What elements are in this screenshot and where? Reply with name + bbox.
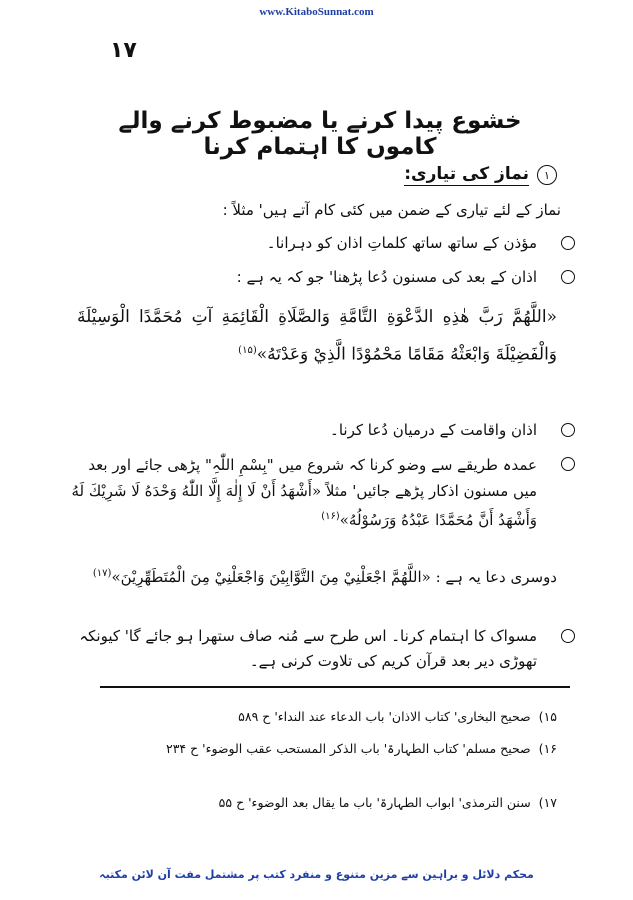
footer-tagline: محکم دلائل و براہین سے مزین متنوع و منفرد کتب پر مشتمل مفت آن لائن مکتبہ [99, 868, 534, 881]
arabic-dua-adhan [77, 300, 557, 372]
section-title: نماز کی تیاری: [404, 164, 529, 184]
footnote [87, 792, 557, 814]
second-dua-text: «اللَّهُمَّ اجْعَلْنِيْ مِنَ التَّوَّابِيْنَ وَاجْعَلْنِيْ مِنَ الْمُتَطَهِّرِيْنَ» [111, 568, 431, 586]
list-item-text: عمدہ طریقے سے وضو کرنا کہ شروع میں "بِسْمِ اللّٰہِ" پڑھی جائے اور بعد میں مسنون اذکار پڑھے جائیں' مثلاً [88, 456, 537, 500]
footnote-ref: (۱۶) [321, 511, 340, 522]
list-item-text: مؤذن کے ساتھ ساتھ کلماتِ اذان کو دہرانا۔ [266, 234, 537, 252]
footnote-number: ۱۵) [538, 709, 557, 724]
site-url[interactable]: www.KitaboSunnat.com [259, 6, 374, 18]
section-number: ۱ [537, 165, 557, 185]
footnote-number: ۱۶) [538, 741, 557, 756]
list-item [70, 231, 575, 256]
section-heading [404, 164, 557, 186]
footnote-ref: (۱۵) [238, 345, 257, 356]
list-item [70, 418, 575, 443]
bullet-circle-icon [561, 629, 575, 643]
footnote-text: سنن الترمذی' ابواب الطہارۃ' باب ما یقال بعد الوضوء' ح ۵۵ [218, 795, 531, 810]
bullet-circle-icon [561, 236, 575, 250]
dua-text: «اللَّهُمَّ رَبَّ هٰذِهِ الدَّعْوَةِ التَّامَّةِ وَالصَّلَاةِ الْقَائِمَةِ آتِ مُحَمَّدًا الْوَسِيْلَةَ وَالْفَضِيْلَةَ وَابْعَثْهُ مَقَامًا مَحْمُوْدًا الَّذِيْ وَعَدْتَهُ» [77, 307, 557, 365]
footnote-text: صحیح مسلم' کتاب الطہارۃ' باب الذکر المستحب عقب الوضوء' ح ۲۳۴ [165, 741, 531, 756]
second-dua [77, 560, 557, 591]
bullet-circle-icon [561, 270, 575, 284]
wudu-dhikr: «أَشْهَدُ أَنْ لَا إِلٰهَ إِلَّا اللّٰهُ وَحْدَهُ لَا شَرِيْكَ لَهُ وَأَشْهَدُ أَنَّ مُحَمَّدًا عَبْدُهُ وَرَسُوْلُهُ» [71, 482, 537, 529]
page-number: ۱۷ [110, 38, 137, 63]
page-title: خشوع پیدا کرنے یا مضبوط کرنے والے کاموں کا اہتمام کرنا [118, 108, 522, 160]
footnote-divider [100, 686, 570, 688]
footnote [87, 706, 557, 728]
intro-paragraph: نماز کے لئے تیاری کے ضمن میں کئی کام آتے ہیں' مثلاً : [222, 201, 561, 219]
bullet-circle-icon [561, 423, 575, 437]
bullet-circle-icon [561, 457, 575, 471]
list-item-text: مسواک کا اہتمام کرنا۔ اس طرح سے مُنہ صاف ستھرا ہو جائے گا' کیونکہ تھوڑی دیر بعد قرآن کریم کی تلاوت کرنی ہے۔ [79, 627, 537, 670]
footnote-text: صحیح البخاری' کتاب الاذان' باب الدعاء عند النداء' ح ۵۸۹ [238, 709, 531, 724]
list-item [70, 624, 575, 674]
list-item-text: اذان واقامت کے درمیان دُعا کرنا۔ [330, 421, 537, 439]
footnote-number: ۱۷) [538, 795, 557, 810]
second-dua-intro: دوسری دعا یہ ہے : [435, 568, 557, 586]
list-item-text: اذان کے بعد کی مسنون دُعا پڑھنا' جو کہ یہ ہے : [236, 268, 537, 286]
footnote-ref: (۱۷) [92, 568, 112, 579]
list-item [70, 265, 575, 290]
footnote [87, 738, 557, 760]
list-item [70, 452, 575, 533]
